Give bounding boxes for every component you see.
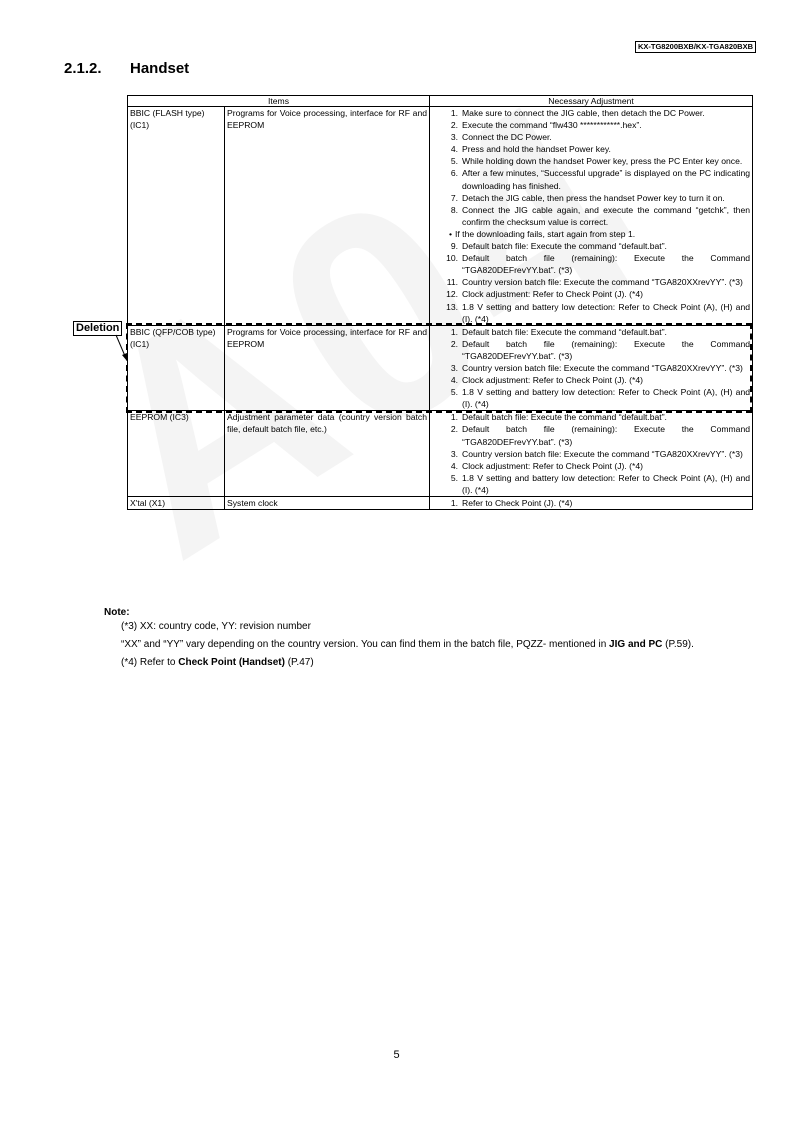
table-row	[128, 107, 753, 326]
item-name-cell: BBIC (FLASH type) (IC1)	[128, 107, 225, 326]
list-item	[432, 107, 750, 119]
note-title: Note:	[104, 607, 130, 618]
step-number: 2.	[450, 338, 459, 349]
adjustment-cell	[430, 325, 753, 411]
step-number: 5.	[450, 387, 459, 398]
list-item	[432, 411, 750, 423]
section-heading	[64, 60, 189, 77]
note-text: (P.59).	[662, 639, 694, 650]
step-text: Default batch file: Execute the command “default.bat”.	[462, 241, 667, 252]
page-number: 5	[393, 1049, 400, 1061]
item-name-cell: BBIC (QFP/COB type) (IC1)	[128, 325, 225, 411]
list-item	[432, 460, 750, 472]
list-item	[432, 228, 750, 240]
step-number: 4.	[450, 144, 459, 155]
adjustment-cell	[430, 497, 753, 510]
note-ref-checkpoint: Check Point (Handset)	[178, 657, 285, 668]
item-description-cell: System clock	[225, 497, 430, 510]
step-number: 1.	[450, 108, 459, 118]
note-line-2	[121, 638, 751, 652]
step-number: 1.	[450, 412, 459, 423]
step-text: 1.8 V setting and battery low detection: Refer to Check Point (A), (H) and (I). (*4)	[462, 387, 751, 410]
step-number: •	[449, 228, 453, 239]
step-text: Country version batch file: Execute the command “TGA820XXrevYY”. (*3)	[462, 362, 743, 373]
step-number: 5.	[450, 156, 459, 167]
list-item	[432, 288, 750, 300]
note-text: “XX” and “YY” vary depending on the country version. You can find them in the batch file, PQZZ- mentioned in	[121, 639, 610, 650]
adjustment-table	[127, 95, 753, 510]
table-row	[128, 411, 753, 497]
list-item	[432, 119, 750, 131]
list-item	[432, 472, 750, 496]
step-number: 12.	[446, 289, 459, 300]
item-description-cell: Programs for Voice processing, interface for RF and EEPROM	[225, 107, 430, 326]
list-item	[432, 338, 750, 362]
item-description-cell: Adjustment parameter data (country version batch file, default batch file, etc.)	[225, 411, 430, 497]
arrow-icon	[114, 334, 130, 362]
step-number: 8.	[450, 204, 459, 215]
model-number: KX-TG8200BXB/KX-TGA820BXB	[635, 41, 756, 53]
list-item	[432, 386, 750, 410]
step-number: 3.	[450, 448, 459, 459]
list-item	[432, 362, 750, 374]
deletion-label: Deletion	[73, 321, 122, 336]
list-item	[432, 497, 750, 509]
step-number: 1.	[450, 326, 459, 337]
step-text: While holding down the handset Power key, press the PC Enter key once.	[462, 156, 743, 167]
list-item	[432, 131, 750, 143]
list-item	[432, 252, 750, 276]
step-text: Default batch file: Execute the command “default.bat”.	[462, 412, 667, 423]
note-line-1: (*3) XX: country code, YY: revision number	[121, 621, 311, 632]
adjustment-cell	[430, 107, 753, 326]
step-text: Country version batch file: Execute the command “TGA820XXrevYY”. (*3)	[462, 448, 743, 459]
step-number: 4.	[450, 460, 459, 471]
step-text: 1.8 V setting and battery low detection: Refer to Check Point (A), (H) and (I). (*4)	[462, 301, 751, 324]
list-item	[432, 423, 750, 447]
step-text: Clock adjustment: Refer to Check Point (J). (*4)	[462, 375, 644, 386]
note-text: (*4) Refer to	[121, 657, 179, 668]
step-text: Clock adjustment: Refer to Check Point (J). (*4)	[462, 289, 644, 300]
list-item	[432, 192, 750, 204]
step-text: Clock adjustment: Refer to Check Point (J). (*4)	[462, 460, 644, 471]
step-number: 10.	[446, 253, 459, 264]
item-name-cell: X'tal (X1)	[128, 497, 225, 510]
step-text: Make sure to connect the JIG cable, then detach the DC Power.	[462, 108, 705, 118]
step-number: 1.	[450, 498, 459, 508]
list-item	[432, 204, 750, 228]
step-number: 3.	[450, 132, 459, 143]
step-text: Execute the command “flw430 ************.hex”.	[462, 120, 642, 131]
table-header-row	[128, 96, 753, 107]
list-item	[432, 143, 750, 155]
table-row	[128, 497, 753, 510]
adjustment-cell	[430, 411, 753, 497]
note-text: (P.47)	[284, 657, 314, 668]
step-text: Press and hold the handset Power key.	[462, 144, 611, 155]
list-item	[432, 167, 750, 191]
list-item	[432, 240, 750, 252]
step-number: 11.	[446, 277, 459, 288]
list-item	[432, 326, 750, 338]
table-row	[128, 325, 753, 411]
step-number: 2.	[450, 120, 459, 131]
list-item	[432, 155, 750, 167]
step-text: 1.8 V setting and battery low detection: Refer to Check Point (A), (H) and (I). (*4)	[462, 472, 751, 495]
header-adjustment: Necessary Adjustment	[430, 96, 753, 107]
step-number: 9.	[450, 241, 459, 252]
step-number: 5.	[450, 472, 459, 483]
note-line-3	[121, 656, 751, 670]
step-text: Default batch file (remaining): Execute the Command “TGA820DEFrevYY.bat”. (*3)	[462, 253, 751, 276]
note-section	[104, 606, 751, 674]
step-text: After a few minutes, “Successful upgrade” is displayed on the PC indicating downloading has finished.	[462, 168, 751, 191]
step-number: 4.	[450, 375, 459, 386]
list-item	[432, 448, 750, 460]
list-item	[432, 374, 750, 386]
step-text: Default batch file: Execute the command “default.bat”.	[462, 326, 667, 337]
item-description-cell: Programs for Voice processing, interface for RF and EEPROM	[225, 325, 430, 411]
step-text: Detach the JIG cable, then press the handset Power key to turn it on.	[462, 192, 725, 203]
step-text: Default batch file (remaining): Execute the Command “TGA820DEFrevYY.bat”. (*3)	[462, 424, 751, 447]
step-text: Refer to Check Point (J). (*4)	[462, 498, 573, 508]
section-number: 2.1.2.	[64, 60, 102, 77]
header-items: Items	[128, 96, 430, 107]
list-item	[432, 301, 750, 325]
section-title: Handset	[130, 60, 190, 77]
note-ref-jig: JIG and PC	[609, 639, 663, 650]
step-text: Connect the DC Power.	[462, 132, 552, 143]
step-number: 13.	[446, 301, 459, 312]
step-number: 6.	[450, 168, 459, 179]
list-item	[432, 276, 750, 288]
item-name-cell: EEPROM (IC3)	[128, 411, 225, 497]
step-text: Country version batch file: Execute the command “TGA820XXrevYY”. (*3)	[462, 277, 743, 288]
step-text: Default batch file (remaining): Execute the Command “TGA820DEFrevYY.bat”. (*3)	[462, 338, 751, 361]
step-number: 3.	[450, 362, 459, 373]
step-number: 2.	[450, 424, 459, 435]
step-number: 7.	[450, 192, 459, 203]
step-text: Connect the JIG cable again, and execute the command “getchk”, then confirm the checksum value is correct.	[462, 204, 751, 227]
step-text: If the downloading fails, start again from step 1.	[455, 228, 636, 239]
